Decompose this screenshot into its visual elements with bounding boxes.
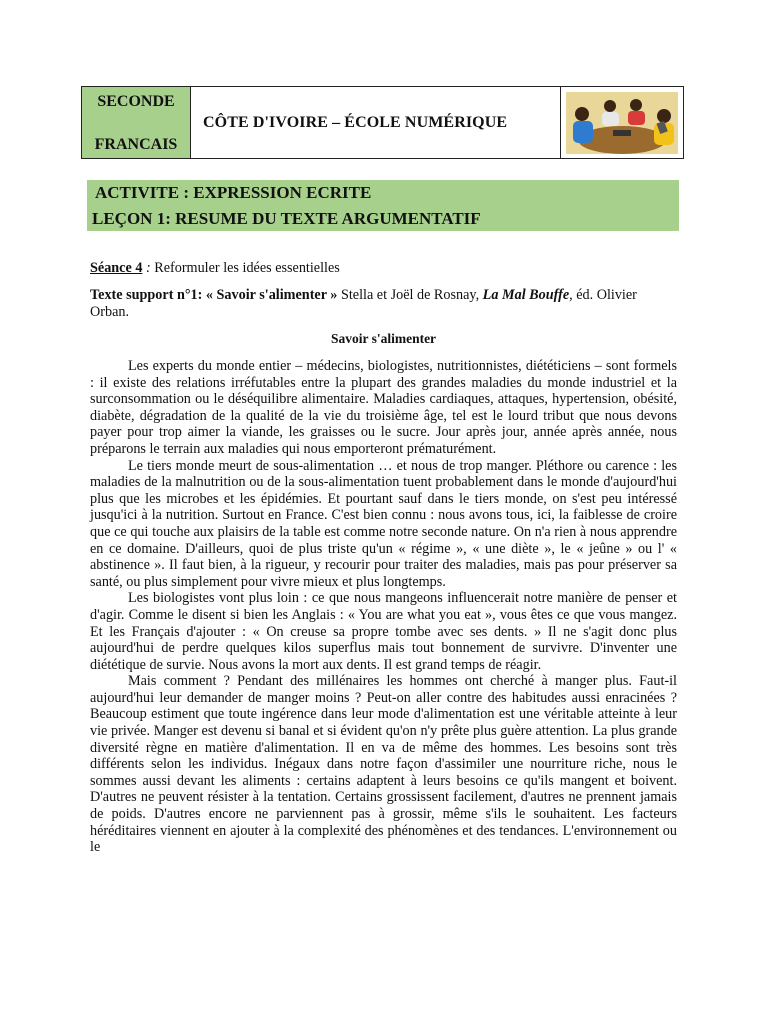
activity-line: ACTIVITE : EXPRESSION ECRITE — [95, 183, 372, 202]
laptop — [613, 130, 631, 136]
paragraph: Les biologistes vont plus loin : ce que nous mangeons influencerait notre manière de penser et d'agir. Comme le disent si bien les Anglais : « You are what you eat », vous êtes ce que vous mangez. Et les Français d'ajouter : « On creuse sa propre tombe avec ses dents. » Il ne s'agit donc plus aujourd'hui de perdre quelques kilos superflus mais tout bonnement de survivre. D'inventer une diététique de survie. Nous avons la mort aux dents. Il est grand temps de réagir. — [90, 590, 677, 673]
student-2-head — [604, 100, 616, 112]
class-cell — [82, 87, 191, 158]
student-2-body — [602, 112, 619, 126]
lesson-line: LEÇON 1: RESUME DU TEXTE ARGUMENTATIF — [92, 209, 481, 228]
student-1-body — [573, 121, 593, 143]
seance-line — [90, 260, 677, 277]
paragraph: Le tiers monde meurt de sous-alimentation … et nous de trop manger. Pléthore ou carence : les maladies de la malnutrition ou de la sous-alimentation tuent probablement dans le monde d'aujourd'hui plus que les microbes et les épidémies. Et pourtant sauf dans le tiers monde, on s'est peu intéressé jusqu'ici à la nutrition. Surtout en France. C'est bien connu : nous avons tous, ici, la faiblesse de croire que ce qui touche aux plaisirs de la table est comme notre seconde nature. On n'a rien à nous apprendre en ce domaine. D'ailleurs, quoi de plus triste qu'un « régime », « une diète », le « jeûne » ou l' « abstinence ». Il faut bien, à la rigueur, y recourir pour traiter des maladies, mais pas pour préserver sa santé, ou plus simplement pour vivre mieux et plus longtemps. — [90, 457, 677, 590]
school-title: CÔTE D'IVOIRE – ÉCOLE NUMÉRIQUE — [203, 113, 508, 131]
header-table — [81, 86, 684, 159]
student-3-body — [628, 111, 645, 125]
class-level: SECONDE — [97, 93, 175, 110]
support-publisher: , éd. Olivier Orban. — [90, 287, 637, 320]
illustration-cell — [561, 87, 683, 158]
student-4-head — [657, 109, 671, 123]
activity-banner — [87, 180, 679, 231]
support-book: La Mal Bouffe — [482, 287, 570, 303]
students-computer-illustration — [566, 92, 678, 154]
paragraph: Les experts du monde entier – médecins, biologistes, nutritionnistes, diététiciens – sont formels : il existe des relations irréfutables entre la plupart des grandes maladies du monde industriel et la surconsommation ou le déséquilibre alimentaire. Maladies cardiaques, attaques, hypertension, obésité, diabète, dégradation de la qualité de la vie du troisième âge, tel est le lourd tribut que nous devons payer pour trop aimer la viande, les graisses ou le sucre. Jour après jour, année après année, nous préparons le terrain aux maladies qui nous emporteront prématurément. — [90, 358, 677, 457]
subject: FRANCAIS — [94, 136, 178, 153]
seance-separator: : — [142, 260, 155, 276]
text-title: Savoir s'alimenter — [330, 331, 437, 346]
student-3-head — [630, 99, 642, 111]
seance-text: Reformuler les idées essentielles — [154, 260, 340, 276]
text-body — [90, 358, 677, 856]
seance-label: Séance 4 — [90, 260, 143, 276]
school-cell — [191, 87, 561, 158]
student-1-head — [575, 107, 589, 121]
paragraph: Mais comment ? Pendant des millénaires les hommes ont cherché à manger plus. Faut-il aujourd'hui leur demander de manger moins ? Peut-on aller contre des habitudes aussi enracinées ? Beaucoup estiment que toute ingérence dans leur mode d'alimentation est une véritable atteinte à leur vie privée. Manger est devenu si banal et si évident qu'on n'y prête plus guère attention. La plus grande diversité règne en matière d'alimentation. Il en va de même des hommes. Les besoins sont très différents selon les individus. Inégaux dans notre façon d'assimiler une nourriture riche, nous le sommes aussi devant les aliments : certains adaptent à leurs besoins ce qu'ils mangent et boivent. D'autres ne peuvent résister à la tentation. Certains grossissent facilement, d'autres ne prennent jamais de poids. D'autres encore ne parviennent pas à grossir, même s'ils le souhaitent. Les facteurs héréditaires viennent en ajouter à la complexité des phénomènes et des tendances. L'environnement ou le — [90, 673, 677, 856]
support-line — [90, 287, 677, 320]
support-label: Texte support n°1: « Savoir s'alimenter » — [90, 287, 338, 303]
support-authors: Stella et Joël de Rosnay, — [337, 287, 483, 303]
